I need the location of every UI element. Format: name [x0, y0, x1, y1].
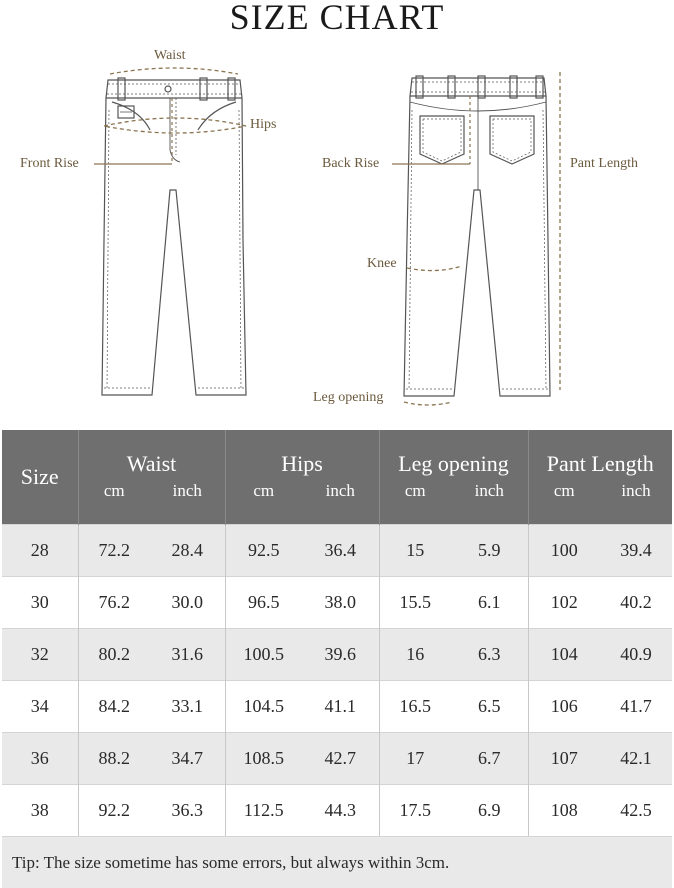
table-cell: 17: [379, 733, 451, 785]
knee-label: Knee: [367, 256, 397, 271]
table-cell: 30.0: [150, 577, 225, 629]
table-cell: 42.7: [302, 733, 379, 785]
page-title: SIZE CHART: [229, 0, 445, 37]
knee-measure-line: [407, 266, 462, 271]
table-cell: 38.0: [302, 577, 379, 629]
table-cell: 112.5: [225, 785, 302, 837]
table-cell: 88.2: [78, 733, 150, 785]
waist-group-header: Waist: [78, 430, 225, 479]
table-cell: 100: [528, 525, 600, 577]
table-cell: 76.2: [78, 577, 150, 629]
leg-opening-label: Leg opening: [313, 390, 384, 405]
size-cell: 36: [2, 733, 78, 785]
table-cell: 34.7: [150, 733, 225, 785]
size-column-header: Size: [2, 430, 78, 525]
leg-opening-measure-line: [404, 402, 452, 405]
table-cell: 104.5: [225, 681, 302, 733]
front-pants-drawing: [102, 78, 246, 395]
size-tip-note: Tip: The size sometime has some errors, but always within 3cm.: [2, 836, 672, 888]
hips-group-header: Hips: [225, 430, 379, 479]
table-cell: 17.5: [379, 785, 451, 837]
table-cell: 80.2: [78, 629, 150, 681]
table-cell: 84.2: [78, 681, 150, 733]
table-cell: 41.1: [302, 681, 379, 733]
table-cell: 6.1: [451, 577, 528, 629]
size-table-container: [2, 430, 672, 879]
table-cell: 44.3: [302, 785, 379, 837]
waist-label: Waist: [154, 48, 186, 63]
table-cell: 5.9: [451, 525, 528, 577]
pant-length-label: Pant Length: [570, 156, 639, 171]
table-cell: 28.4: [150, 525, 225, 577]
hips-label: Hips: [250, 117, 277, 132]
table-cell: 42.5: [600, 785, 672, 837]
table-row: [2, 785, 672, 837]
table-cell: 102: [528, 577, 600, 629]
table-cell: 15.5: [379, 577, 451, 629]
table-cell: 40.2: [600, 577, 672, 629]
table-cell: 36.3: [150, 785, 225, 837]
table-cell: 106: [528, 681, 600, 733]
table-cell: 92.5: [225, 525, 302, 577]
leg-opening-group-header: Leg opening: [379, 430, 528, 479]
unit-header: inch: [302, 479, 379, 525]
table-cell: 104: [528, 629, 600, 681]
table-cell: 6.3: [451, 629, 528, 681]
table-cell: 6.7: [451, 733, 528, 785]
unit-header: inch: [451, 479, 528, 525]
table-row: [2, 681, 672, 733]
table-row: [2, 577, 672, 629]
table-cell: 72.2: [78, 525, 150, 577]
table-cell: 100.5: [225, 629, 302, 681]
pants-measurement-diagram: [0, 40, 674, 415]
unit-header: cm: [528, 479, 600, 525]
unit-header: inch: [600, 479, 672, 525]
table-cell: 42.1: [600, 733, 672, 785]
table-cell: 31.6: [150, 629, 225, 681]
table-row: [2, 733, 672, 785]
size-cell: 34: [2, 681, 78, 733]
hips-measure-line: [104, 118, 246, 133]
table-cell: 39.6: [302, 629, 379, 681]
table-cell: 16.5: [379, 681, 451, 733]
table-cell: 92.2: [78, 785, 150, 837]
pant-length-group-header: Pant Length: [528, 430, 672, 479]
size-cell: 30: [2, 577, 78, 629]
front-rise-label: Front Rise: [20, 156, 79, 171]
table-cell: 39.4: [600, 525, 672, 577]
table-cell: 40.9: [600, 629, 672, 681]
table-cell: 41.7: [600, 681, 672, 733]
table-cell: 6.9: [451, 785, 528, 837]
table-cell: 108: [528, 785, 600, 837]
table-cell: 6.5: [451, 681, 528, 733]
unit-header: cm: [78, 479, 150, 525]
table-row: [2, 629, 672, 681]
unit-header: cm: [379, 479, 451, 525]
size-cell: 28: [2, 525, 78, 577]
unit-header: cm: [225, 479, 302, 525]
table-cell: 96.5: [225, 577, 302, 629]
back-rise-label: Back Rise: [322, 156, 380, 171]
size-table: [2, 430, 672, 836]
unit-header: inch: [150, 479, 225, 525]
table-cell: 15: [379, 525, 451, 577]
table-cell: 107: [528, 733, 600, 785]
size-cell: 32: [2, 629, 78, 681]
table-cell: 33.1: [150, 681, 225, 733]
table-cell: 16: [379, 629, 451, 681]
size-cell: 38: [2, 785, 78, 837]
pants-illustration: [0, 40, 674, 415]
back-pants-drawing: [404, 76, 550, 396]
table-cell: 36.4: [302, 525, 379, 577]
table-cell: 108.5: [225, 733, 302, 785]
waist-measure-line: [110, 68, 238, 74]
table-row: [2, 525, 672, 577]
